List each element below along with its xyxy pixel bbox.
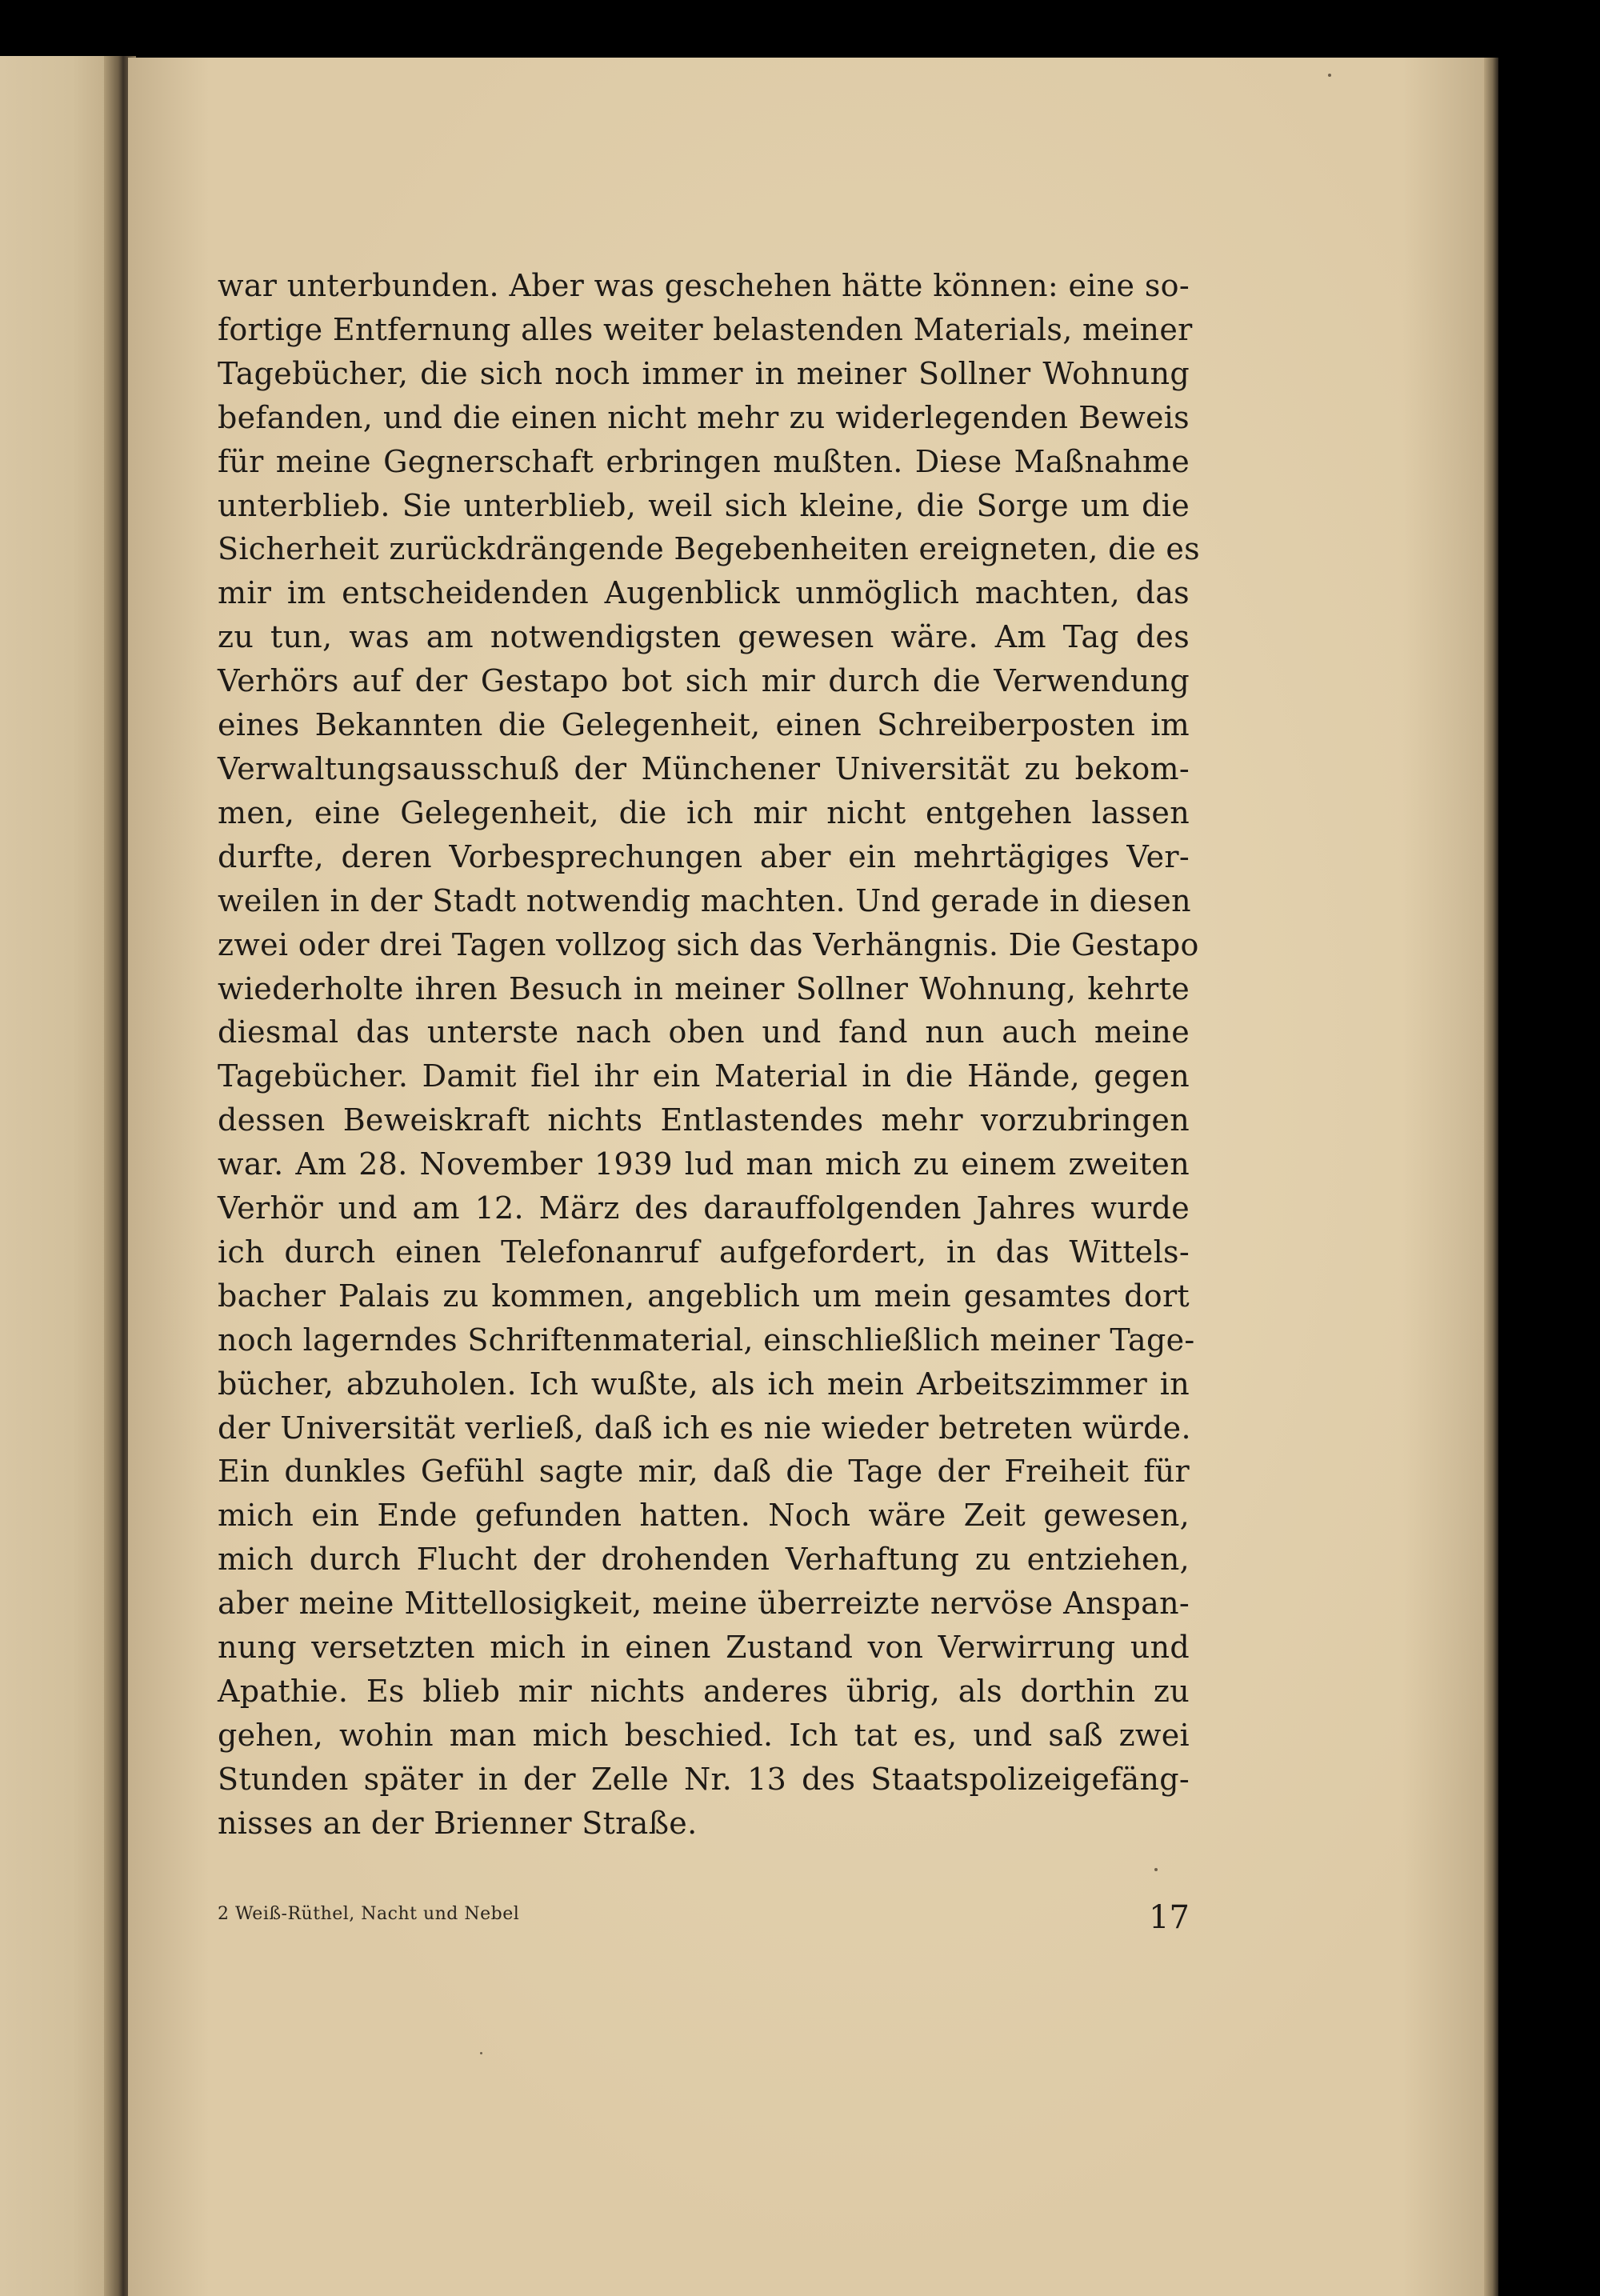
text-line: noch lagerndes Schriftenmaterial, einschließlich meiner Tage- bbox=[218, 1322, 1195, 1358]
text-line: Verwaltungsausschuß der Münchener Universität zu bekom- bbox=[218, 750, 1190, 786]
text-line: men, eine Gelegenheit, die ich mir nicht entgehen lassen bbox=[218, 794, 1190, 830]
text-line: Sicherheit zurückdrängende Begebenheiten ereigneten, die es bbox=[218, 531, 1200, 567]
text-line: dessen Beweiskraft nichts Entlastendes mehr vorzubringen bbox=[218, 1102, 1190, 1138]
page-right-edge bbox=[1484, 58, 1498, 2296]
text-line: mich durch Flucht der drohenden Verhaftung zu entziehen, bbox=[218, 1542, 1190, 1578]
text-line: gehen, wohin man mich beschied. Ich tat es, und saß zwei bbox=[218, 1717, 1190, 1753]
paper-speck bbox=[1154, 1868, 1158, 1871]
text-line: Stunden später in der Zelle Nr. 13 des Staatspolizeigefäng- bbox=[218, 1761, 1190, 1797]
text-line: zwei oder drei Tagen vollzog sich das Verhängnis. Die Gestapo bbox=[218, 926, 1199, 962]
text-line: nisses an der Brienner Straße. bbox=[218, 1805, 698, 1841]
paper-speck bbox=[1328, 74, 1331, 77]
text-line: weilen in der Stadt notwendig machten. Und gerade in diesen bbox=[218, 882, 1191, 918]
text-line: durfte, deren Vorbesprechungen aber ein mehrtägiges Ver- bbox=[218, 838, 1190, 874]
text-line: Verhör und am 12. März des darauffolgenden Jahres wurde bbox=[218, 1190, 1190, 1226]
facing-page-edge bbox=[0, 56, 120, 2296]
text-line: aber meine Mittellosigkeit, meine überreizte nervöse Anspan- bbox=[218, 1586, 1190, 1622]
text-line: unterblieb. Sie unterblieb, weil sich kleine, die Sorge um die bbox=[218, 487, 1190, 523]
text-line: war unterbunden. Aber was geschehen hätte können: eine so- bbox=[218, 268, 1190, 303]
paper-speck bbox=[480, 2052, 482, 2054]
text-line: Ein dunkles Gefühl sagte mir, daß die Tage der Freiheit für bbox=[218, 1454, 1190, 1490]
text-line: befanden, und die einen nicht mehr zu widerlegenden Beweis bbox=[218, 399, 1190, 435]
text-line: mir im entscheidenden Augenblick unmöglich machten, das bbox=[218, 575, 1190, 611]
text-line: nung versetzten mich in einen Zustand von Verwirrung und bbox=[218, 1630, 1190, 1666]
text-line: bacher Palais zu kommen, angeblich um mein gesamtes dort bbox=[218, 1278, 1190, 1314]
text-line: fortige Entfernung alles weiter belastenden Materials, meiner bbox=[218, 311, 1193, 347]
text-line: der Universität verließ, daß ich es nie wieder betreten würde. bbox=[218, 1410, 1191, 1446]
text-line: Apathie. Es blieb mir nichts anderes übrig, als dorthin zu bbox=[218, 1674, 1190, 1709]
text-line: zu tun, was am notwendigsten gewesen wäre. Am Tag des bbox=[218, 619, 1190, 655]
text-line: war. Am 28. November 1939 lud man mich zu einem zweiten bbox=[218, 1146, 1190, 1182]
text-line: bücher, abzuholen. Ich wußte, als ich mein Arbeitszimmer in bbox=[218, 1366, 1190, 1402]
printer-signature: 2 Weiß-Rüthel, Nacht und Nebel bbox=[218, 1904, 520, 1924]
text-line: wiederholte ihren Besuch in meiner Sollner Wohnung, kehrte bbox=[218, 970, 1190, 1006]
text-line: Tagebücher. Damit fiel ihr ein Material in die Hände, gegen bbox=[218, 1058, 1190, 1094]
text-line: Tagebücher, die sich noch immer in meiner Sollner Wohnung bbox=[218, 355, 1190, 391]
page-number: 17 bbox=[1149, 1899, 1190, 1936]
text-line: eines Bekannten die Gelegenheit, einen Schreiberposten im bbox=[218, 707, 1190, 743]
body-text bbox=[218, 264, 1200, 1846]
page-footer bbox=[218, 1899, 1190, 1952]
text-line: diesmal das unterste nach oben und fand nun auch meine bbox=[218, 1014, 1190, 1050]
text-line: Verhörs auf der Gestapo bot sich mir durch die Verwendung bbox=[218, 663, 1190, 699]
text-line: mich ein Ende gefunden hatten. Noch wäre Zeit gewesen, bbox=[218, 1498, 1190, 1534]
text-line: für meine Gegnerschaft erbringen mußten. Diese Maßnahme bbox=[218, 443, 1190, 479]
text-line: ich durch einen Telefonanruf aufgefordert, in das Wittels- bbox=[218, 1234, 1190, 1270]
